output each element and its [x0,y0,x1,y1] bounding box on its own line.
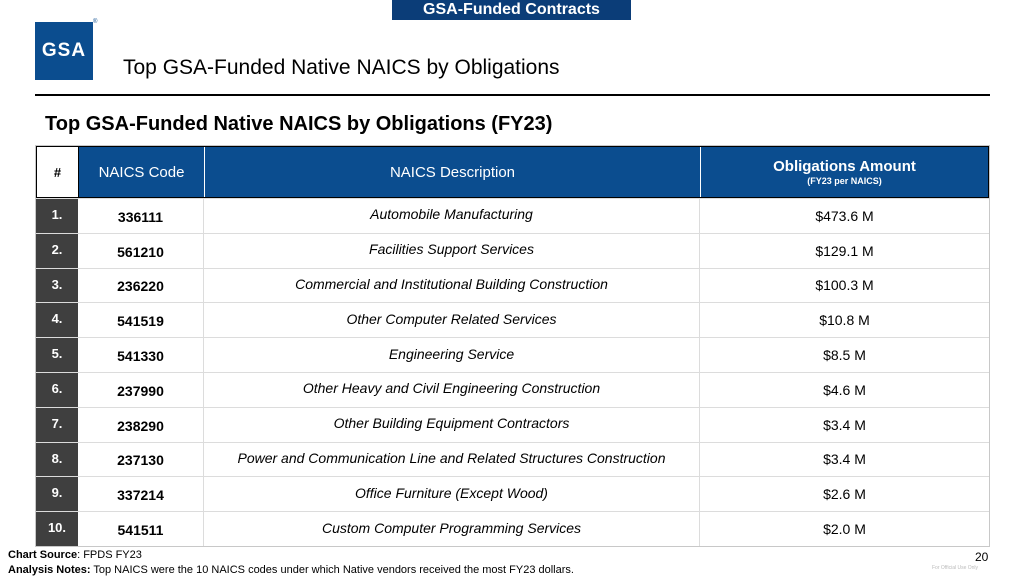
rank-cell: 5. [36,338,78,372]
obligations-amount-cell: $8.5 M [823,347,866,364]
naics-code-cell: 541519 [78,303,204,337]
rank-cell: 3. [36,269,78,303]
footer-notes [8,548,574,576]
registered-mark: ® [93,19,98,25]
header-naics-code: NAICS Code [79,147,205,197]
chart-source-value: : FPDS FY23 [77,549,142,561]
naics-description-cell: Commercial and Institutional Building Construction [204,269,700,303]
logo-text: GSA [41,40,87,61]
analysis-notes-label: Analysis Notes: [8,564,91,576]
obligations-amount-cell: $10.8 M [819,312,870,329]
naics-description-cell: Custom Computer Programming Services [204,512,700,546]
naics-description-cell: Engineering Service [204,338,700,372]
naics-code-cell: 336111 [78,199,204,233]
naics-code-cell: 541511 [78,512,204,546]
obligations-amount-cell: $129.1 M [815,242,874,259]
naics-description-cell: Other Heavy and Civil Engineering Construction [204,373,700,407]
header-obligations-amount [701,147,988,197]
header-naics-description: NAICS Description [205,147,701,197]
table-header-row [36,146,989,198]
chart-source [8,548,574,563]
naics-description-cell: Facilities Support Services [204,234,700,268]
naics-table [35,145,990,547]
fine-print: For Official Use Only [932,565,979,571]
obligations-amount-cell: $100.3 M [815,277,874,294]
obligations-amount-cell: $473.6 M [815,207,874,224]
table-row [36,268,989,303]
table-title: Top GSA-Funded Native NAICS by Obligations (FY23) [45,113,553,135]
rank-cell: 7. [36,408,78,442]
naics-code-cell: 236220 [78,269,204,303]
analysis-notes [8,563,574,576]
table-row [36,198,989,233]
naics-code-cell: 237130 [78,443,204,477]
header-amount-label: Obligations Amount [773,158,916,175]
obligations-amount-cell: $3.4 M [823,416,866,433]
table-row [36,372,989,407]
table-row [36,511,989,546]
rank-cell: 10. [36,512,78,546]
table-row [36,407,989,442]
table-row [36,233,989,268]
naics-code-cell: 561210 [78,234,204,268]
rank-cell: 8. [36,443,78,477]
obligations-amount-cell: $2.0 M [823,521,866,538]
page-title: Top GSA-Funded Native NAICS by Obligations [123,56,560,79]
naics-description-cell: Power and Communication Line and Related Structures Construction [204,443,700,477]
naics-code-cell: 238290 [78,408,204,442]
obligations-amount-cell: $2.6 M [823,486,866,503]
rank-cell: 4. [36,303,78,337]
naics-description-cell: Other Computer Related Services [204,303,700,337]
rank-cell: 2. [36,234,78,268]
header-rank: # [37,147,79,197]
rank-cell: 6. [36,373,78,407]
obligations-amount-cell: $4.6 M [823,381,866,398]
chart-source-label: Chart Source [8,549,78,561]
naics-description-cell: Automobile Manufacturing [204,199,700,233]
naics-code-cell: 337214 [78,477,204,511]
gsa-logo [35,22,93,80]
naics-code-cell: 237990 [78,373,204,407]
table-row [36,442,989,477]
page-number: 20 [975,550,989,564]
table-row [36,476,989,511]
table-body [36,198,989,546]
header-divider [35,94,990,96]
analysis-notes-value: Top NAICS were the 10 NAICS codes under which Native vendors received the most FY23 dollars. [90,564,574,576]
rank-cell: 9. [36,477,78,511]
header-amount-sublabel: (FY23 per NAICS) [807,176,882,186]
naics-code-cell: 541330 [78,338,204,372]
rank-cell: 1. [36,199,78,233]
table-row [36,302,989,337]
section-banner: GSA-Funded Contracts [392,0,631,20]
obligations-amount-cell: $3.4 M [823,451,866,468]
naics-description-cell: Other Building Equipment Contractors [204,408,700,442]
naics-description-cell: Office Furniture (Except Wood) [204,477,700,511]
table-row [36,337,989,372]
